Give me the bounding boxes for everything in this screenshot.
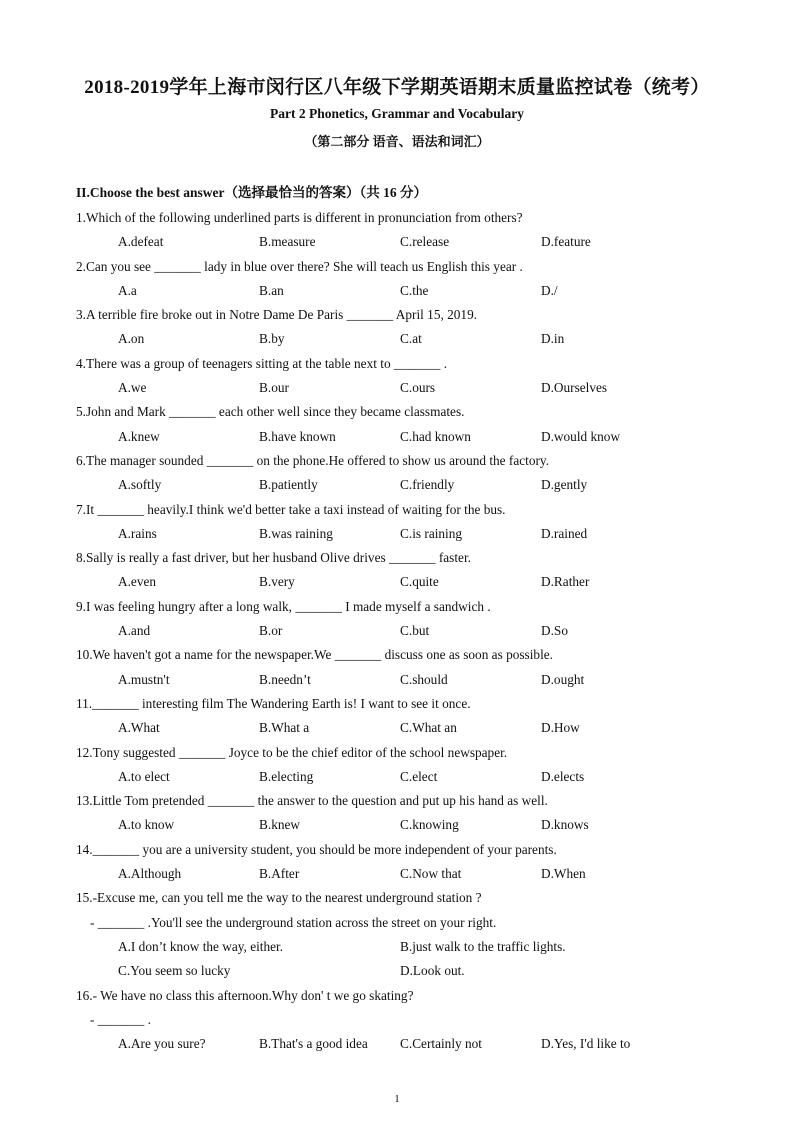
answer-option: D.would know <box>541 428 621 444</box>
answer-option: A.we <box>118 380 147 396</box>
answer-option: B.What a <box>259 720 310 736</box>
answer-option: B.was raining <box>259 525 333 541</box>
answer-option: D.ought <box>541 671 585 687</box>
answer-option: D.knows <box>541 817 589 833</box>
answer-option: D.Yes, I'd like to <box>541 1036 631 1052</box>
answer-option: A.defeat <box>118 234 164 250</box>
answer-option: C.knowing <box>400 817 459 833</box>
question-stem: 3.A terrible fire broke out in Notre Dame De Paris _______ April 15, 2019. <box>76 307 478 323</box>
answer-option: C.Now that <box>400 866 462 882</box>
answer-option: C.but <box>400 623 430 639</box>
answer-option: D.So <box>541 623 568 639</box>
options-row <box>76 522 716 546</box>
answer-option: D.Look out. <box>400 963 465 979</box>
answer-option: A.to know <box>118 817 175 833</box>
answer-option: B.or <box>259 623 283 639</box>
answer-option: D.in <box>541 331 565 347</box>
answer-option: A.Although <box>118 866 182 882</box>
question-stem: 12.Tony suggested _______ Joyce to be the chief editor of the school newspaper. <box>76 744 508 760</box>
options-row <box>76 619 716 643</box>
question-stem: 16.- We have no class this afternoon.Why don' t we go skating? <box>76 987 414 1003</box>
question-reply-line: - _______ .You'll see the underground station across the street on your right. <box>90 914 497 930</box>
answer-option: B.by <box>259 331 285 347</box>
options-row <box>76 1032 716 1056</box>
answer-option: D.feature <box>541 234 591 250</box>
options-row <box>76 716 716 740</box>
answer-option: A.on <box>118 331 145 347</box>
question-stem: 9.I was feeling hungry after a long walk, _______ I made myself a sandwich . <box>76 598 491 614</box>
answer-option: C.at <box>400 331 422 347</box>
answer-option: A.rains <box>118 525 157 541</box>
answer-option: B.knew <box>259 817 300 833</box>
answer-option: C.friendly <box>400 477 455 493</box>
answer-option: B.After <box>259 866 300 882</box>
answer-option: D.When <box>541 866 586 882</box>
page-number: 1 <box>394 1093 400 1105</box>
answer-option: C.had known <box>400 428 471 444</box>
answer-option: C.What an <box>400 720 457 736</box>
answer-option: D.rained <box>541 525 588 541</box>
answer-option: C.should <box>400 671 448 687</box>
answer-option: A.to elect <box>118 768 170 784</box>
answer-option: C.is raining <box>400 525 463 541</box>
answer-option: D./ <box>541 282 558 298</box>
question-stem: 14._______ you are a university student, you should be more independent of your parents. <box>76 841 557 857</box>
options-row <box>76 862 716 886</box>
question-stem: 1.Which of the following underlined parts is different in pronunciation from others? <box>76 210 523 225</box>
question-stem: 8.Sally is really a fast driver, but her husband Olive drives _______ faster. <box>76 550 471 566</box>
options-row <box>76 668 716 692</box>
answer-option: C.elect <box>400 768 438 784</box>
answer-option: D.How <box>541 720 580 736</box>
answer-option: C.ours <box>400 380 436 396</box>
answer-option: D.elects <box>541 768 585 784</box>
exam-title: 2018-2019学年上海市闵行区八年级下学期英语期末质量监控试卷（统考） <box>84 77 710 98</box>
answer-option: C.quite <box>400 574 439 590</box>
options-row <box>76 473 716 497</box>
answer-option: C.You seem so lucky <box>118 963 231 979</box>
answer-option: D.Ourselves <box>541 380 608 396</box>
answer-option: D.gently <box>541 477 588 493</box>
question-stem: 13.Little Tom pretended _______ the answer to the question and put up his hand as well. <box>76 793 548 809</box>
answer-option: B.measure <box>259 234 316 250</box>
question-stem: 2.Can you see _______ lady in blue over there? She will teach us English this year . <box>76 258 523 274</box>
answer-option: B.an <box>259 282 284 298</box>
question-stem: 4.There was a group of teenagers sitting at the table next to _______ . <box>76 355 448 371</box>
answer-option: B.very <box>259 574 295 590</box>
answer-option: A.What <box>118 720 160 736</box>
options-row <box>76 959 716 983</box>
answer-option: A.I don’t know the way, either. <box>118 938 284 954</box>
answer-option: D.Rather <box>541 574 590 590</box>
options-row <box>76 765 716 789</box>
answer-option: C.Certainly not <box>400 1036 482 1052</box>
answer-option: C.release <box>400 234 450 250</box>
answer-option: B.electing <box>259 768 314 784</box>
answer-option: B.patiently <box>259 477 318 493</box>
options-row <box>76 230 716 254</box>
answer-option: B.our <box>259 380 289 396</box>
question-stem: 5.John and Mark _______ each other well since they became classmates. <box>76 404 465 420</box>
question-stem: 7.It _______ heavily.I think we'd better take a taxi instead of waiting for the bus. <box>76 501 506 517</box>
answer-option: A.Are you sure? <box>118 1036 206 1052</box>
options-row <box>76 813 716 837</box>
answer-option: A.softly <box>118 477 162 493</box>
answer-option: B.just walk to the traffic lights. <box>400 938 566 954</box>
part-title: Part 2 Phonetics, Grammar and Vocabulary <box>270 106 524 121</box>
options-row <box>76 570 716 594</box>
answer-option: A.mustn't <box>118 671 170 687</box>
options-row <box>76 935 716 959</box>
answer-option: B.have known <box>259 428 336 444</box>
options-row <box>76 425 716 449</box>
question-reply-line: - _______ . <box>90 1011 151 1027</box>
part-title-chinese: （第二部分 语音、语法和词汇） <box>304 134 490 149</box>
options-row <box>76 279 716 303</box>
question-stem: 15.-Excuse me, can you tell me the way to the nearest underground station ? <box>76 890 482 906</box>
question-stem: 10.We haven't got a name for the newspaper.We _______ discuss one as soon as possible. <box>76 647 553 663</box>
answer-option: A.even <box>118 574 157 590</box>
options-row <box>76 327 716 351</box>
question-stem: 11._______ interesting film The Wandering Earth is! I want to see it once. <box>76 695 471 711</box>
question-list <box>76 206 716 1056</box>
answer-option: A.a <box>118 282 137 298</box>
answer-option: B.needn’t <box>259 671 311 687</box>
answer-option: C.the <box>400 282 429 298</box>
question-stem: 6.The manager sounded _______ on the phone.He offered to show us around the factory. <box>76 452 550 468</box>
answer-option: A.knew <box>118 428 160 444</box>
answer-option: B.That's a good idea <box>259 1036 368 1052</box>
answer-option: A.and <box>118 623 151 639</box>
section-heading: II.Choose the best answer（选择最恰当的答案）（共 16 分） <box>76 185 427 200</box>
options-row <box>76 376 716 400</box>
